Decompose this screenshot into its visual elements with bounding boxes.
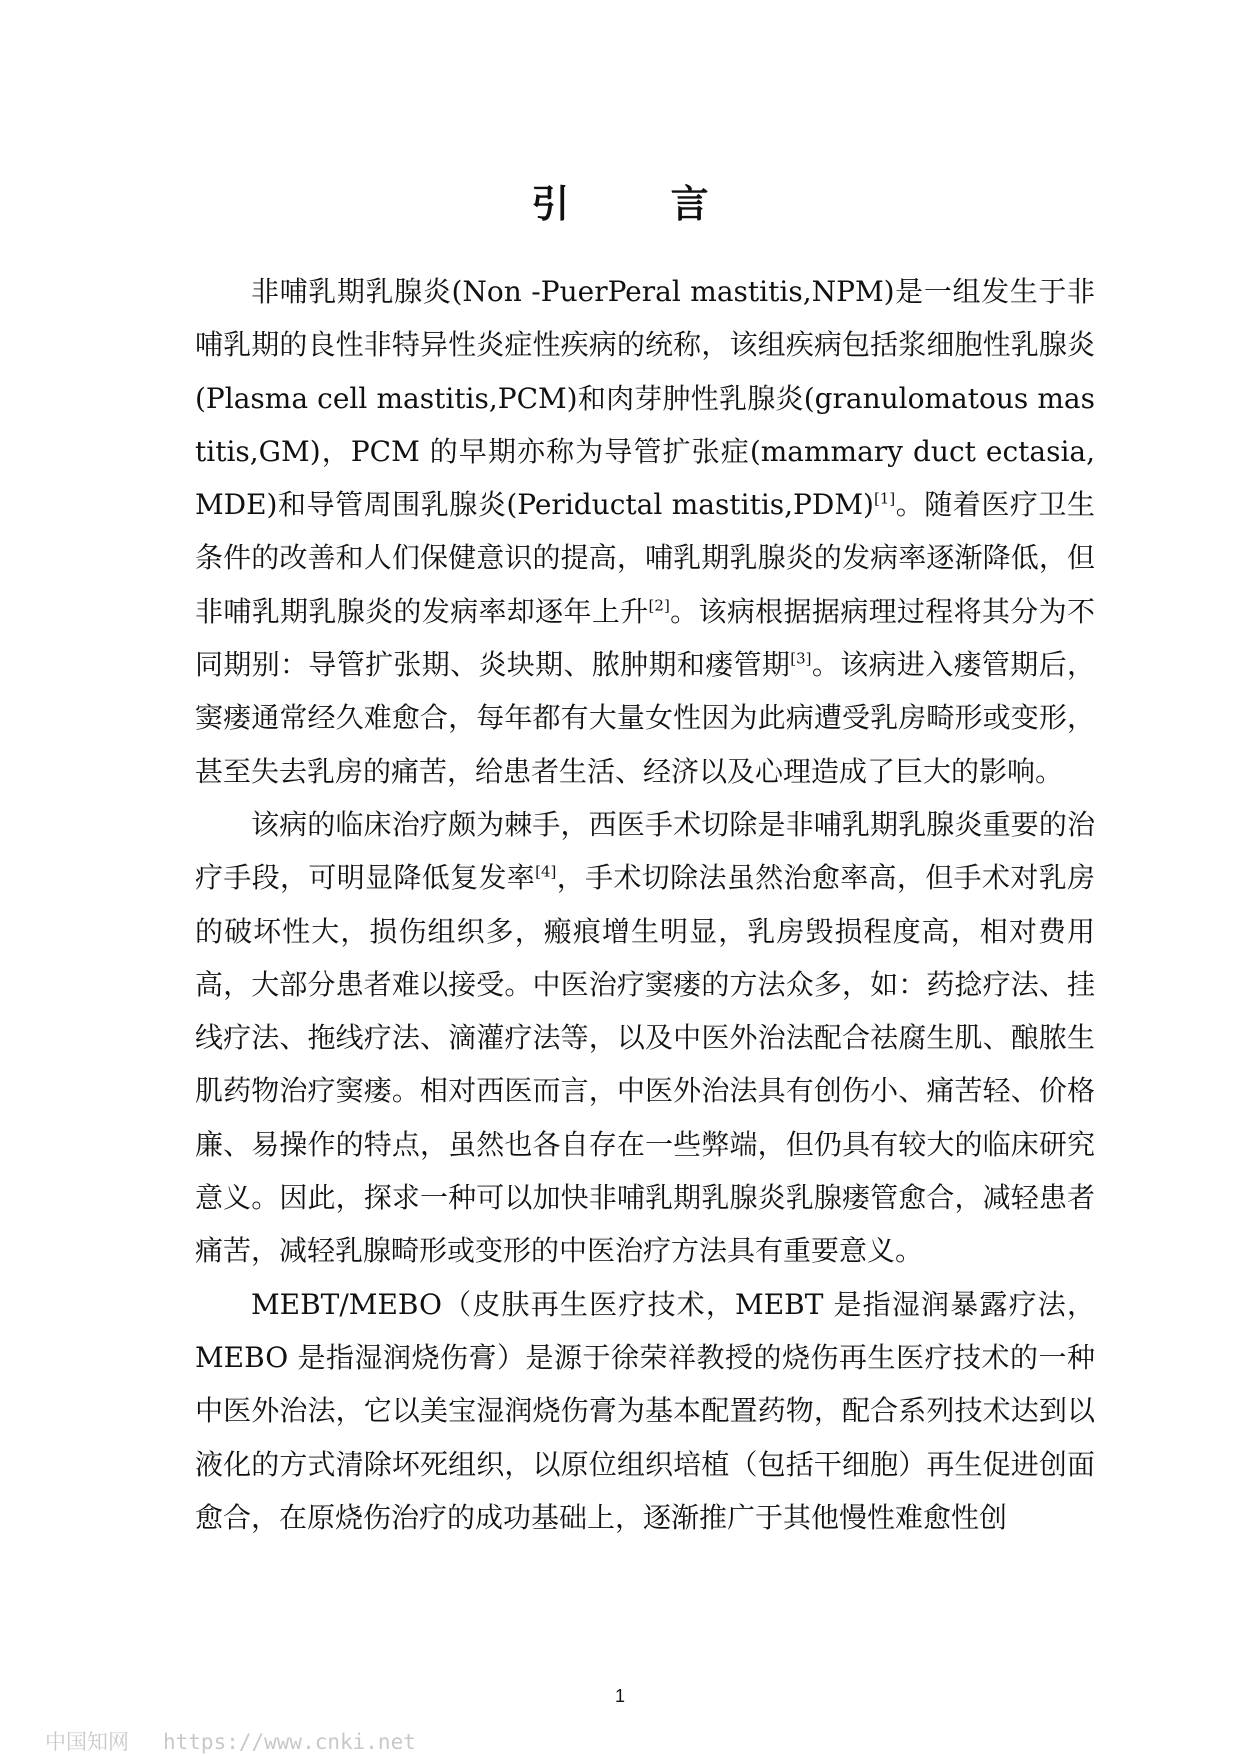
paragraph-text: MEBT/MEBO（皮肤再生医疗技术，MEBT 是指湿润暴露疗法，MEBO 是指湿润烧伤膏）是源于徐荣祥教授的烧伤再生医疗技术的一种中医外治法，它以美宝湿润烧伤膏为基本配置药物，配合系列技术达到以液化的方式清除坏死组织，以原位组织培植（包括干细胞）再生促进创面愈合，在原烧伤治疗的成功基础上，逐渐推广于其他慢性难愈性创 bbox=[195, 1287, 1095, 1534]
page-number: 1 bbox=[614, 1686, 625, 1706]
watermark-brand: 中国知网 bbox=[45, 1730, 129, 1754]
paragraph-text: 。该病根据据病理过程将其分为不同期别：导管扩张期、炎块期、脓肿期和瘘管期 bbox=[195, 594, 1095, 682]
watermark bbox=[45, 1726, 450, 1756]
paragraph bbox=[195, 265, 1095, 798]
citation-reference: [3] bbox=[790, 649, 812, 668]
watermark-url: https://www.cnki.net bbox=[163, 1730, 416, 1754]
paragraph bbox=[195, 798, 1095, 1278]
paragraph-text: 该病的临床治疗颇为棘手，西医手术切除是非哺乳期乳腺炎重要的治疗手段，可明显降低复发率 bbox=[195, 807, 1095, 895]
page-title: 引 言 bbox=[531, 181, 753, 227]
paragraph-text: 。该病进入瘘管期后，窦瘘通常经久难愈合，每年都有大量女性因为此病遭受乳房畸形或变形，甚至失去乳房的痛苦，给患者生活、经济以及心理造成了巨大的影响。 bbox=[195, 648, 1095, 788]
citation-reference: [2] bbox=[648, 596, 670, 615]
body-text bbox=[195, 265, 1095, 1544]
citation-reference: [1] bbox=[873, 489, 896, 508]
citation-reference: [4] bbox=[535, 862, 557, 881]
paragraph-text: 非哺乳期乳腺炎(Non -PuerPeral mastitis,NPM)是一组发生于非哺乳期的良性非特异性炎症性疾病的统称，该组疾病包括浆细胞性乳腺炎(Plasma cell mastitis,PCM)和肉芽肿性乳腺炎(granulomatous mastitis,GM)，PCM 的早期亦称为导管扩张症(mammary duct ectasia,MDE)和导管周围乳腺炎(Periductal mastitis,PDM) bbox=[195, 275, 1095, 522]
paragraph-text: 。随着医疗卫生条件的改善和人们保健意识的提高，哺乳期乳腺炎的发病率逐渐降低，但非哺乳期乳腺炎的发病率却逐年上升 bbox=[195, 488, 1095, 628]
paragraph-text: ，手术切除法虽然治愈率高，但手术对乳房的破坏性大，损伤组织多，瘢痕增生明显，乳房毁损程度高，相对费用高，大部分患者难以接受。中医治疗窦瘘的方法众多，如：药捻疗法、挂线疗法、拖线疗法、滴灌疗法等，以及中医外治法配合祛腐生肌、酿脓生肌药物治疗窦瘘。相对西医而言，中医外治法具有创伤小、痛苦轻、价格廉、易操作的特点，虽然也各自存在一些弊端，但仍具有较大的临床研究意义。因此，探求一种可以加快非哺乳期乳腺炎乳腺瘘管愈合，减轻患者痛苦，减轻乳腺畸形或变形的中医治疗方法具有重要意义。 bbox=[195, 861, 1095, 1268]
paragraph bbox=[195, 1278, 1095, 1544]
